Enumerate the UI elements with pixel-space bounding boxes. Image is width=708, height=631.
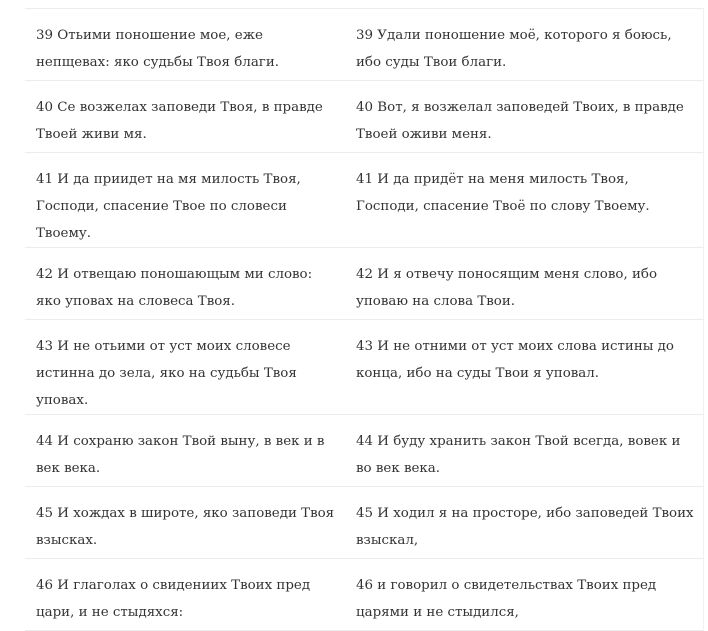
table-row: [25, 248, 703, 320]
table-row: [25, 81, 703, 153]
synodal-verse-cell: 40 Вот, я возжелал заповедей Твоих, в правде Твоей оживи меня.: [345, 81, 703, 153]
synodal-verse-cell: 39 Удали поношение моё, которого я боюсь, ибо суды Твои благи.: [345, 9, 703, 81]
church-slavonic-verse-cell: 42 И отвещаю поношающым ми слово: яко уповах на словеса Твоя.: [25, 248, 345, 320]
church-slavonic-verse-cell: 39 Отьими поношение мое, еже непщевах: яко судьбы Твоя благи.: [25, 9, 345, 81]
church-slavonic-verse-cell: 44 И сохраню закон Твой выну, в век и в век века.: [25, 415, 345, 487]
synodal-verse-cell: 46 и говорил о свидетельствах Твоих пред царями и не стыдился,: [345, 559, 703, 631]
synodal-verse-cell: 45 И ходил я на просторе, ибо заповедей Твоих взыскал,: [345, 487, 703, 559]
verse-comparison-table: [25, 8, 703, 631]
verse-comparison-container: [25, 8, 704, 631]
church-slavonic-verse-cell: 46 И глаголах о свидениих Твоих пред цари, и не стыдяхся:: [25, 559, 345, 631]
table-row: [25, 559, 703, 631]
table-row: [25, 9, 703, 81]
church-slavonic-verse-cell: 45 И хождах в широте, яко заповеди Твоя взысках.: [25, 487, 345, 559]
synodal-verse-cell: 44 И буду хранить закон Твой всегда, вовек и во век века.: [345, 415, 703, 487]
table-row: [25, 153, 703, 248]
synodal-verse-cell: 42 И я отвечу поносящим меня слово, ибо уповаю на слова Твои.: [345, 248, 703, 320]
synodal-verse-cell: 43 И не отними от уст моих слова истины до конца, ибо на суды Твои я уповал.: [345, 320, 703, 415]
church-slavonic-verse-cell: 43 И не отьими от уст моих словесе истинна до зела, яко на судьбы Твоя уповах.: [25, 320, 345, 415]
table-row: [25, 320, 703, 415]
table-row: [25, 415, 703, 487]
synodal-verse-cell: 41 И да придёт на меня милость Твоя, Господи, спасение Твоё по слову Твоему.: [345, 153, 703, 248]
church-slavonic-verse-cell: 41 И да приидет на мя милость Твоя, Господи, спасение Твое по словеси Твоему.: [25, 153, 345, 248]
church-slavonic-verse-cell: 40 Се возжелах заповеди Твоя, в правде Твоей живи мя.: [25, 81, 345, 153]
table-row: [25, 487, 703, 559]
